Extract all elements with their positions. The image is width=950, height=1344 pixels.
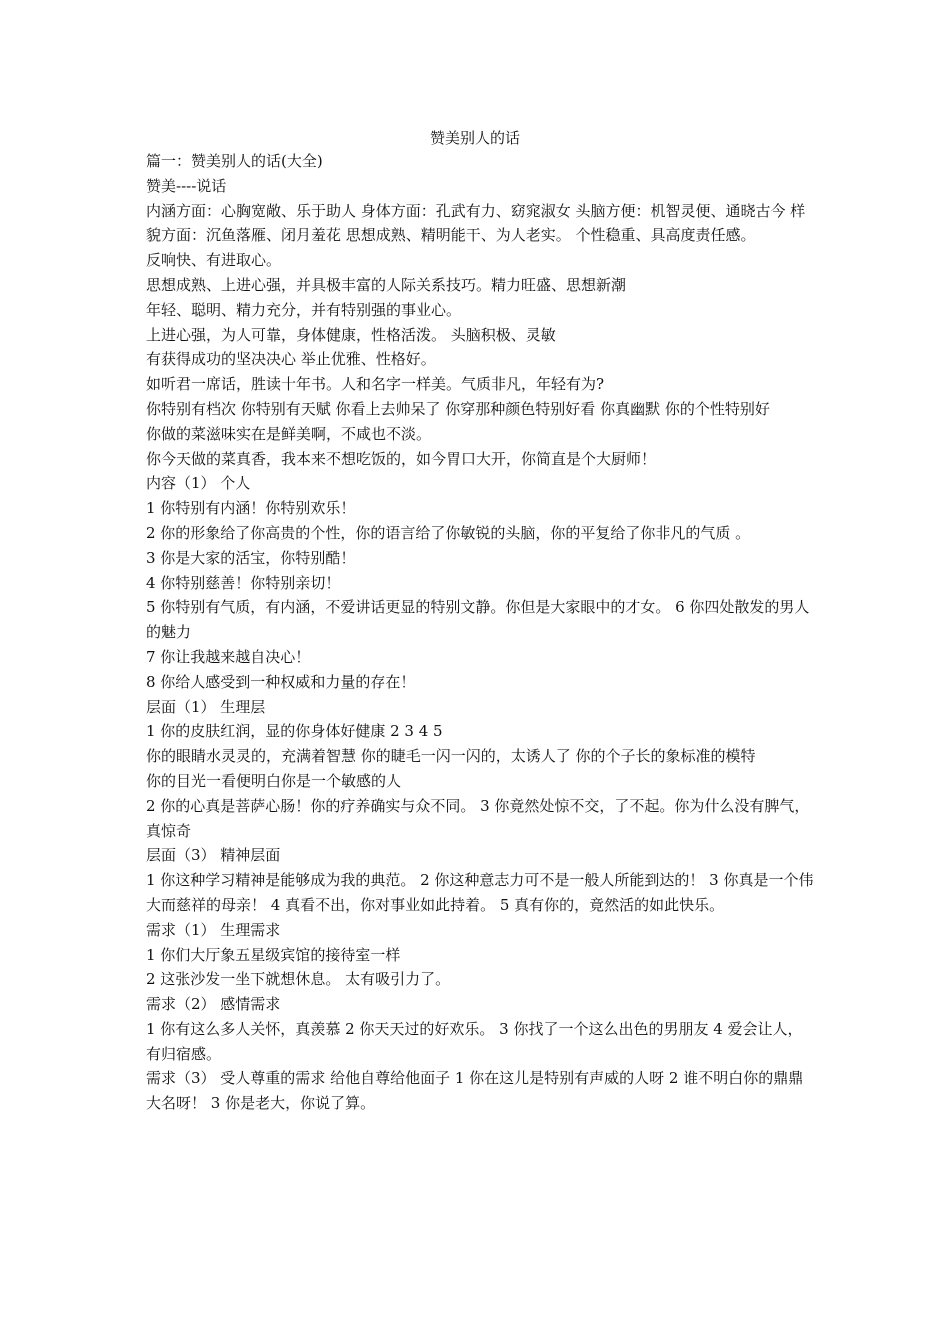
paragraph: 上进心强，为人可靠，身体健康，性格活泼。 头脑积极、灵敏 bbox=[146, 325, 556, 344]
paragraph: 5 你特别有气质，有内涵，不爱讲话更显的特别文静。你但是大家眼中的才女。 6 你四处散发的男人的魅力 bbox=[146, 598, 810, 642]
section-heading: 层面（1） 生理层 bbox=[146, 697, 266, 716]
paragraph: 1 你这种学习精神是能够成为我的典范。 2 你这种意志力可不是一般人所能到达的！ 3 你真是一个伟大而慈祥的母亲！ 4 真看不出，你对事业如此持着。 5 真有你的，竟然活的如此快乐。 bbox=[146, 871, 814, 914]
paragraph: 有获得成功的坚决决心 举止优雅、性格好。 bbox=[146, 350, 436, 369]
paragraph: 你今天做的菜真香，我本来不想吃饭的，如今胃口大开，你简直是个大厨师！ bbox=[146, 449, 657, 468]
document-title: 赞美别人的话 bbox=[429, 129, 520, 147]
paragraph: 1 你有这么多人关怀，真羡慕 2 你天天过的好欢乐。 3 你找了一个这么出色的男朋友 4 爱会让人，有归宿感。 bbox=[146, 1019, 803, 1063]
paragraph: 你特别有档次 你特别有天赋 你看上去帅呆了 你穿那种颜色特别好看 你真幽默 你的个性特别好 bbox=[146, 399, 770, 418]
paragraph: 篇一：赞美别人的话(大全) bbox=[146, 152, 323, 170]
paragraph: 你的目光一看便明白你是一个敏感的人 bbox=[146, 771, 402, 790]
section-heading: 需求（2） 感情需求 bbox=[146, 995, 281, 1014]
paragraph: 1 你的皮肤红润，显的你身体好健康 2 3 4 5 bbox=[146, 722, 443, 741]
paragraph: 需求（3） 受人尊重的需求 给他自尊给他面子 1 你在这儿是特别有声威的人呀 2 谁不明白你的鼎鼎大名呀！ 3 你是老大，你说了算。 bbox=[146, 1069, 804, 1113]
paragraph: 8 你给人感受到一种权威和力量的存在！ bbox=[146, 672, 416, 691]
paragraph: 1 你特别有内涵！你特别欢乐！ bbox=[146, 499, 356, 518]
paragraph: 2 你的心真是菩萨心肠！你的疗养确实与众不同。 3 你竟然处惊不交，了不起。你为什么没有脾气，真惊奇 bbox=[146, 796, 810, 840]
paragraph: 赞美----说话 bbox=[146, 176, 227, 195]
paragraph: 2 你的形象给了你高贵的个性，你的语言给了你敏锐的头脑，你的平复给了你非凡的气质 。 bbox=[146, 523, 751, 542]
paragraph: 如听君一席话，胜读十年书。人和名字一样美。气质非凡，年轻有为? bbox=[146, 375, 605, 394]
paragraph: 年轻、聪明、精力充分，并有特别强的事业心。 bbox=[146, 300, 462, 319]
section-heading: 层面（3） 精神层面 bbox=[146, 846, 281, 865]
paragraph: 思想成熟、上进心强，并具极丰富的人际关系技巧。精力旺盛、思想新潮 bbox=[146, 275, 627, 294]
paragraph: 2 这张沙发一坐下就想休息。 太有吸引力了。 bbox=[146, 970, 451, 989]
section-heading: 需求（1） 生理需求 bbox=[146, 920, 281, 939]
paragraph: 7 你让我越来越自决心！ bbox=[146, 647, 311, 666]
paragraph: 你做的菜滋味实在是鲜美啊，不咸也不淡。 bbox=[146, 424, 432, 443]
section-heading: 内容（1） 个人 bbox=[146, 474, 251, 493]
paragraph: 4 你特别慈善！你特别亲切！ bbox=[146, 573, 341, 592]
paragraph: 反响快、有进取心。 bbox=[146, 251, 282, 270]
document-body bbox=[146, 149, 814, 1116]
paragraph: 1 你们大厅象五星级宾馆的接待室一样 bbox=[146, 945, 401, 964]
paragraph: 你的眼睛水灵灵的，充满着智慧 你的睫毛一闪一闪的，太诱人了 你的个子长的象标准的模特 bbox=[146, 747, 756, 766]
paragraph: 内涵方面：心胸宽敞、乐于助人 身体方面：孔武有力、窈窕淑女 头脑方便：机智灵便、通晓古今 样貌方面：沉鱼落雁、闭月羞花 思想成熟、精明能干、为人老实。 个性稳重、具高度责任感。 bbox=[146, 201, 806, 245]
paragraph: 3 你是大家的活宝，你特别酷！ bbox=[146, 548, 356, 567]
